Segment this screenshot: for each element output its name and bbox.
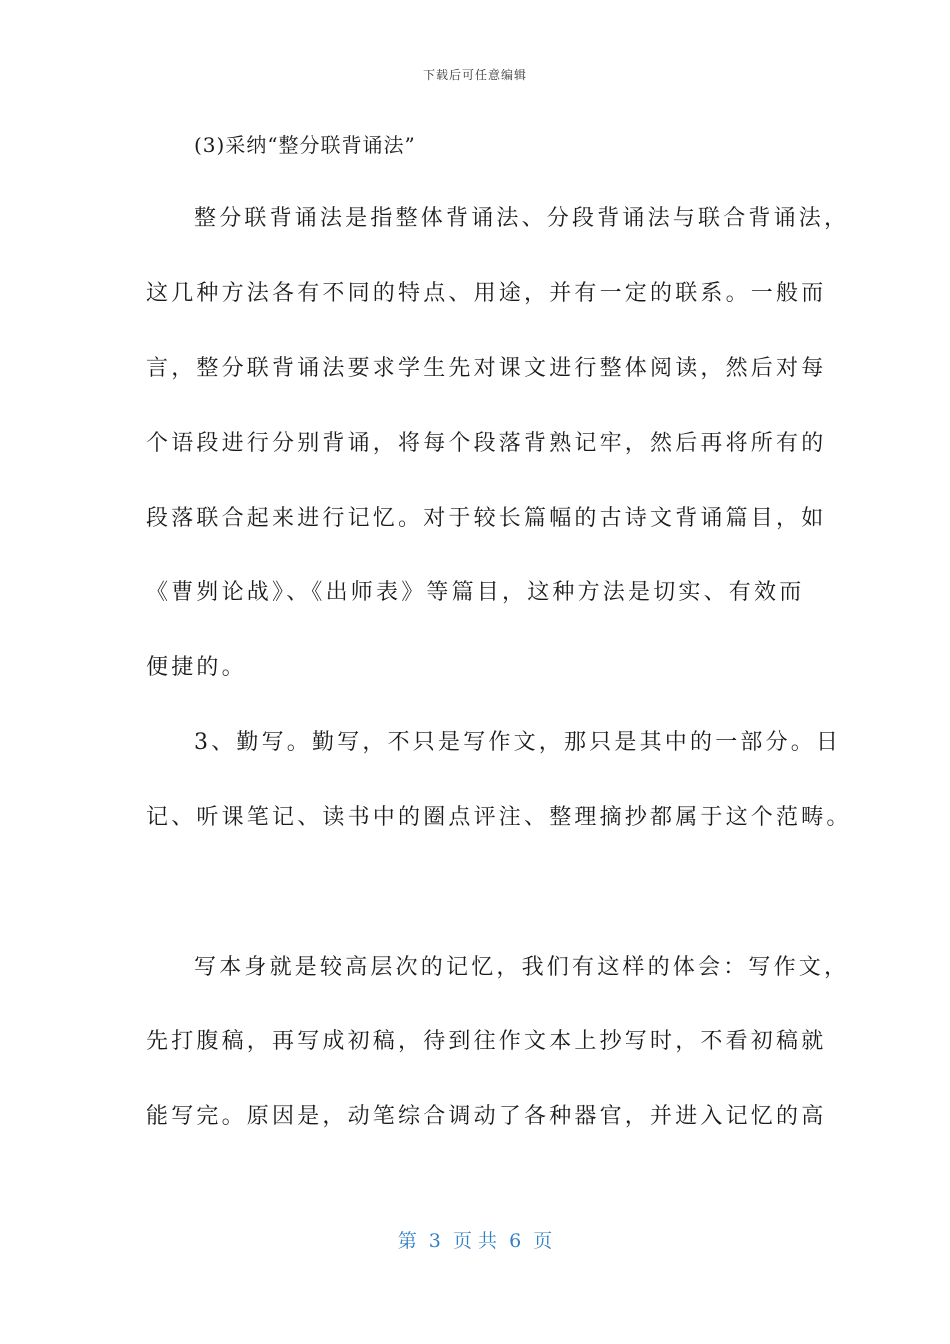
page-number-footer: 第 3 页 共 6 页 [397, 1230, 553, 1252]
paragraph-line: 便捷的。 [146, 655, 247, 680]
paragraph-line: 这几种方法各有不同的特点、用途，并有一定的联系。一般而 [146, 281, 827, 306]
subsection-heading: (3)采纳“整分联背诵法” [194, 133, 416, 157]
paragraph-line: 段落联合起来进行记忆。对于较长篇幅的古诗文背诵篇目，如 [146, 506, 827, 531]
paragraph-line: 整分联背诵法是指整体背诵法、分段背诵法与联合背诵法， [194, 206, 850, 231]
paragraph-line: 3、勤写。勤写，不只是写作文，那只是其中的一部分。日 [194, 730, 842, 755]
paragraph-line: 个语段进行分别背诵，将每个段落背熟记牢，然后再将所有的 [146, 431, 827, 456]
paragraph-line: 记、听课笔记、读书中的圈点评注、整理摘抄都属于这个范畴。 [146, 805, 852, 830]
paragraph-line: 能写完。原因是，动笔综合调动了各种器官，并进入记忆的高 [146, 1104, 827, 1129]
header-note: 下载后可任意编辑 [422, 68, 527, 82]
paragraph-line: 先打腹稿，再写成初稿，待到往作文本上抄写时，不看初稿就 [146, 1029, 827, 1054]
paragraph-line: 言，整分联背诵法要求学生先对课文进行整体阅读，然后对每 [146, 356, 827, 381]
paragraph-line: 写本身就是较高层次的记忆，我们有这样的体会：写作文， [194, 955, 850, 980]
paragraph-line: 《曹刿论战》、《出师表》等篇目，这种方法是切实、有效而 [146, 580, 805, 605]
